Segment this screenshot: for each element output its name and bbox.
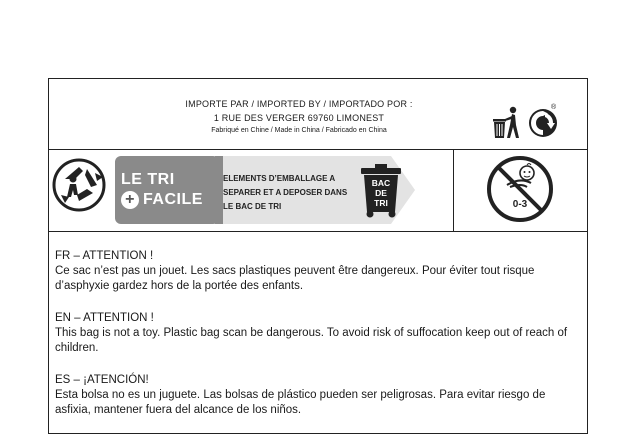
le-tri-facile-banner: [115, 156, 415, 224]
instruction-line-3: LE BAC DE TRI: [223, 202, 282, 211]
warning-en-text: This bag is not a toy. Plastic bag scan be dangerous. To avoid risk of suffocation keep out of reach of children.: [55, 327, 568, 354]
recycling-section: [49, 149, 587, 232]
tri-title-line2: FACILE: [143, 191, 203, 208]
importer-section: [49, 79, 587, 150]
warning-fr-text: Ce sac n’est pas un jouet. Les sacs plastiques peuvent être dangereux. Pour éviter tout risque d’asphyxie gardez hors de la portée des enfants.: [55, 265, 535, 292]
tri-title-line1: LE TRI: [121, 171, 175, 188]
warning-es-heading: ES – ¡ATENCIÓN!: [55, 374, 149, 386]
tidyman-trash-icon: [491, 105, 521, 139]
tri-facile-title: [121, 170, 203, 210]
triman-recycle-icon: [51, 155, 107, 215]
sorting-bin-icon: [359, 164, 403, 218]
warning-fr: [55, 249, 583, 294]
warning-en-heading: EN – ATTENTION !: [55, 312, 154, 324]
warning-es: [55, 373, 583, 418]
green-dot-icon: [527, 105, 563, 139]
instruction-line-2: SEPARER ET A DEPOSER DANS: [223, 188, 348, 197]
not-for-children-icon: [485, 153, 555, 225]
section-divider: [453, 149, 454, 231]
instruction-line-1: ELEMENTS D’EMBALLAGE A: [223, 174, 336, 183]
warnings-section: [49, 231, 587, 433]
importer-line: IMPORTE PAR / IMPORTED BY / IMPORTADO POR :: [185, 99, 413, 109]
packaging-label: [48, 78, 588, 434]
age-range-label: 0-3: [512, 199, 528, 210]
warning-fr-heading: FR – ATTENTION !: [55, 250, 154, 262]
bin-label-1: BAC: [371, 178, 391, 188]
bin-label-3: TRI: [374, 198, 388, 208]
registered-mark: ®: [551, 104, 557, 111]
address-line: 1 RUE DES VERGER 69760 LIMONEST: [213, 113, 385, 123]
importer-info: [109, 97, 489, 137]
sorting-instruction: [223, 172, 349, 214]
plus-icon: +: [121, 191, 139, 209]
bin-label-2: DE: [375, 188, 387, 198]
warning-es-text: Esta bolsa no es un juguete. Las bolsas de plástico pueden ser peligrosas. Para evitar riesgo de asfixia, mantener fuera del alcance de los niños.: [55, 389, 546, 416]
warning-en: [55, 311, 583, 356]
origin-line: Fabriqué en Chine / Made in China / Fabricado en China: [211, 127, 387, 134]
